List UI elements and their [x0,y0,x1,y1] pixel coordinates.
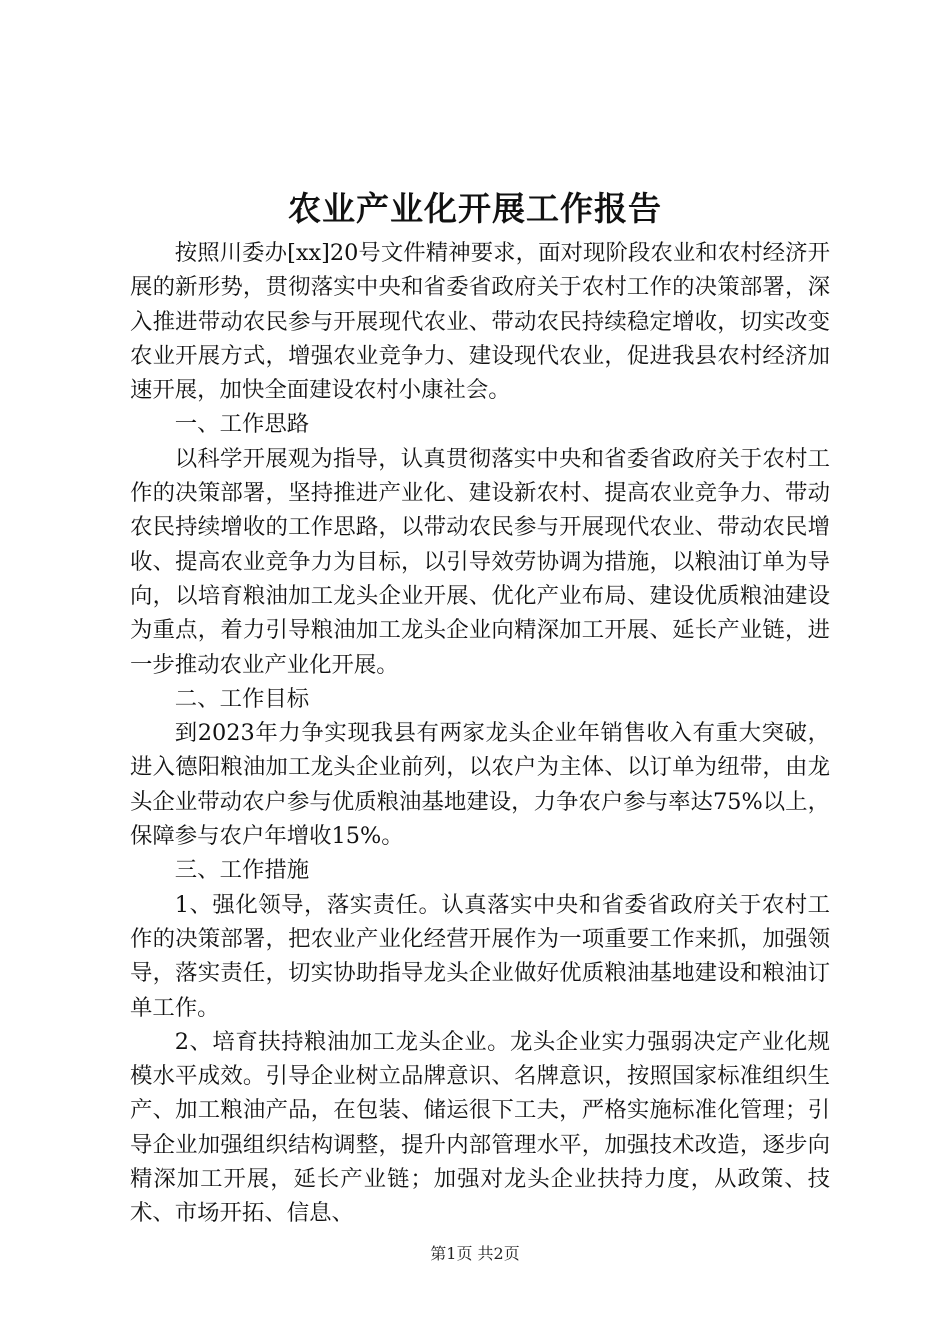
section-heading-work-measures: 三、工作措施 [174,857,310,884]
section-heading-work-approach: 一、工作思路 [174,411,310,438]
page-number-footer: 第1页 共2页 [430,1244,520,1263]
work-approach-paragraph: 以科学开展观为指导，认真贯彻落实中央和省委省政府关于农村工作的决策部署，坚持推进产业化、建设新农村、提高农业竞争力、带动农民持续增收的工作思路，以带动农民参与开展现代农业、带动农民增收、提高农业竞争力为目标，以引导效劳协调为措施，以粮油订单为导向，以培育粮油加工龙头企业开展、优化产业布局、建设优质粮油建设为重点，着力引导粮油加工龙头企业向精深加工开展、延长产业链，进一步推动农业产业化开展。 [130,445,830,678]
work-goals-paragraph: 到2023年力争实现我县有两家龙头企业年销售收入有重大突破，进入德阳粮油加工龙头企业前列，以农户为主体、以订单为纽带，由龙头企业带动农户参与优质粮油基地建设，力争农户参与率达75%以上，保障参与农户年增收15%。 [130,720,830,850]
section-heading-work-goals: 二、工作目标 [174,685,310,712]
measure-2-paragraph: 2、培育扶持粮油加工龙头企业。龙头企业实力强弱决定产业化规模水平成效。引导企业树立品牌意识、名牌意识，按照国家标准组织生产、加工粮油产品，在包装、储运很下工夫，严格实施标准化管理；引导企业加强组织结构调整，提升内部管理水平，加强技术改造，逐步向精深加工开展，延长产业链；加强对龙头企业扶持力度，从政策、技术、市场开拓、信息、 [130,1028,830,1227]
document-title: 农业产业化开展工作报告 [288,189,662,228]
intro-paragraph: 按照川委办[xx]20号文件精神要求，面对现阶段农业和农村经济开展的新形势，贯彻落实中央和省委省政府关于农村工作的决策部署，深入推进带动农民参与开展现代农业、带动农民持续稳定增收，切实改变农业开展方式，增强农业竞争力、建设现代农业，促进我县农村经济加速开展，加快全面建设农村小康社会。 [130,240,830,404]
document-body [130,236,830,1231]
measure-1-paragraph: 1、强化领导，落实责任。认真落实中央和省委省政府关于农村工作的决策部署，把农业产业化经营开展作为一项重要工作来抓，加强领导，落实责任，切实协助指导龙头企业做好优质粮油基地建设和粮油订单工作。 [130,891,830,1021]
